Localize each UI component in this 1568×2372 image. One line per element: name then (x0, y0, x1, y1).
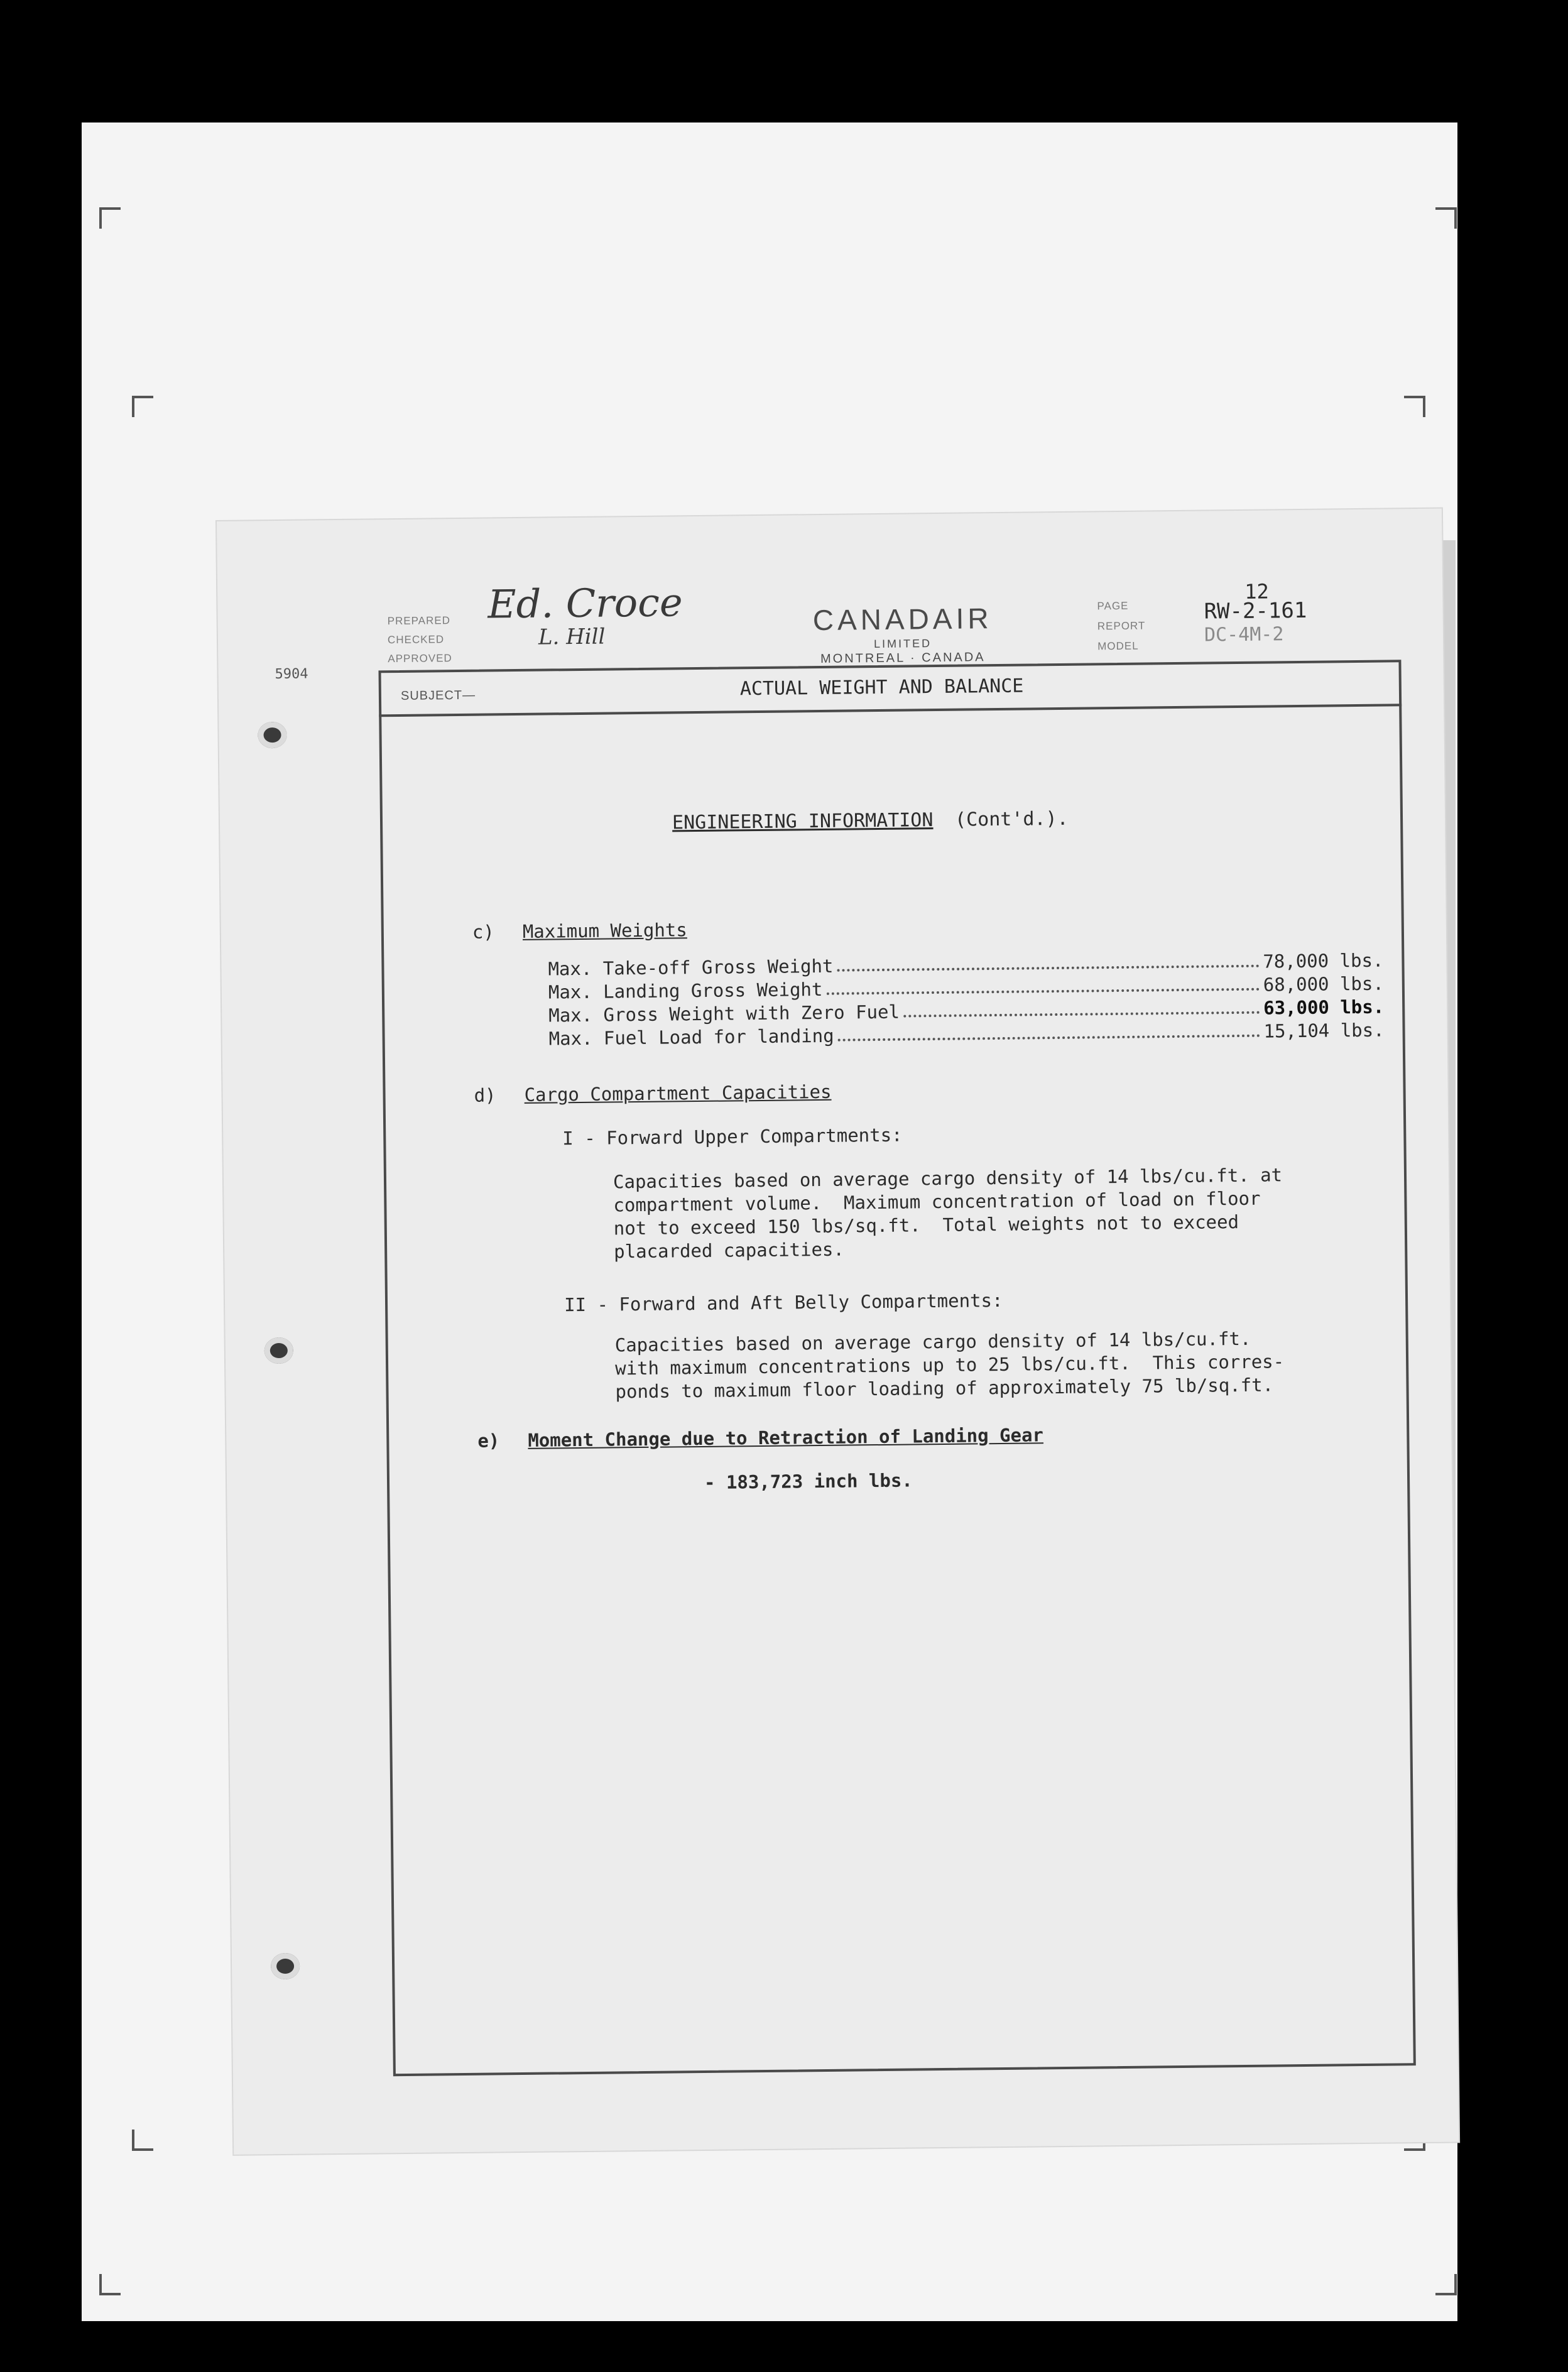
max-weight-item: Max. Take-off Gross Weight (548, 955, 834, 980)
section-c-label: c) (472, 921, 494, 943)
belly-compartments-line: Capacities based on average cargo density of 14 lbs/cu.ft. (614, 1327, 1251, 1356)
section-e-label: e) (477, 1430, 500, 1452)
section-heading-cont: (Cont'd.). (954, 807, 1069, 831)
crop-mark-bottom-left (132, 2130, 153, 2151)
page-number: 12 (1244, 579, 1269, 604)
subject-title: ACTUAL WEIGHT AND BALANCE (739, 675, 1024, 700)
checked-label: CHECKED (387, 633, 445, 646)
section-e-title: Moment Change due to Retraction of Landing Gear (528, 1424, 1044, 1451)
document-sheet (217, 509, 1459, 2155)
belly-compartments-line: with maximum concentrations up to 25 lbs/cu.ft. This corres- (614, 1351, 1285, 1379)
company-name: CANADAIR (812, 602, 993, 637)
crop-mark-top-left (99, 207, 121, 229)
punch-hole-bottom (271, 1953, 300, 1979)
company-location: MONTREAL · CANADA (820, 650, 986, 666)
signature-checked: L. Hill (538, 624, 606, 650)
crop-mark-lower-left (99, 2274, 121, 2295)
max-weights-table (548, 949, 1384, 1051)
report-label: REPORT (1097, 619, 1146, 633)
punch-hole-top (258, 722, 286, 748)
crop-mark-mid-left (132, 396, 153, 417)
max-weight-item: Max. Landing Gross Weight (548, 978, 823, 1003)
form-number: 5904 (275, 666, 308, 683)
company-limited: LIMITED (873, 637, 932, 651)
max-weight-item: Max. Gross Weight with Zero Fuel (548, 1001, 900, 1026)
belly-compartments-title: II - Forward and Aft Belly Compartments: (564, 1289, 1003, 1316)
leader-dots (837, 1020, 1260, 1042)
crop-mark-top-right (1435, 207, 1457, 229)
punch-hole-middle (264, 1337, 293, 1364)
forward-upper-line: placarded capacities. (614, 1238, 845, 1263)
section-heading: ENGINEERING INFORMATION (672, 809, 934, 834)
crop-mark-mid-right (1404, 396, 1425, 417)
model-label: MODEL (1097, 639, 1139, 653)
max-weight-value: 63,000 lbs. (1263, 996, 1385, 1019)
moment-change-value: - 183,723 inch lbs. (704, 1469, 913, 1493)
max-weight-item: Max. Fuel Load for landing (548, 1025, 834, 1050)
signature-prepared: Ed. Croce (487, 579, 683, 628)
leader-dots (837, 950, 1259, 972)
leader-dots (903, 997, 1260, 1018)
forward-upper-line: not to exceed 150 lbs/sq.ft. Total weights not to exceed (613, 1211, 1239, 1239)
prepared-label: PREPARED (387, 614, 451, 628)
forward-upper-line: compartment volume. Maximum concentration of load on floor (613, 1187, 1261, 1216)
forward-upper-title: I - Forward Upper Compartments: (562, 1124, 903, 1150)
belly-compartments-line: ponds to maximum floor loading of approximately 75 lb/sq.ft. (615, 1374, 1274, 1403)
model-number: DC-4M-2 (1204, 623, 1284, 646)
section-d-title: Cargo Compartment Capacities (524, 1080, 832, 1106)
approved-label: APPROVED (388, 652, 452, 665)
report-number: RW-2-161 (1204, 597, 1307, 624)
max-weight-value: 78,000 lbs. (1263, 949, 1384, 972)
crop-mark-lower-right (1435, 2274, 1457, 2295)
max-weight-value: 68,000 lbs. (1263, 972, 1384, 996)
section-d-label: d) (474, 1084, 496, 1106)
page-label: PAGE (1097, 599, 1129, 612)
subject-label: SUBJECT— (400, 688, 476, 703)
forward-upper-line: Capacities based on average cargo density of 14 lbs/cu.ft. at (612, 1164, 1283, 1193)
section-c-title: Maximum Weights (522, 919, 687, 942)
max-weight-value: 15,104 lbs. (1263, 1019, 1385, 1042)
